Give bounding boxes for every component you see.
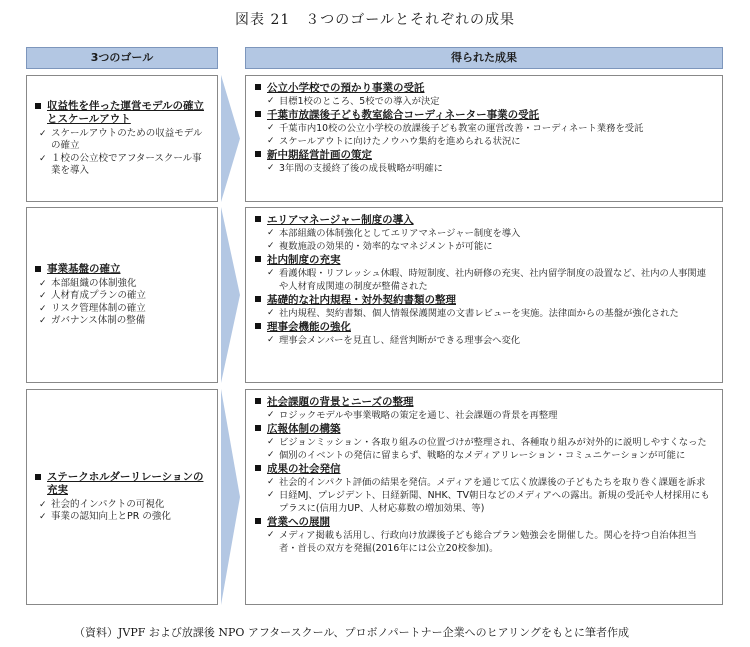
check-icon: ✓ xyxy=(39,316,47,326)
result-section: 営業への展開 ✓ メディア掲載も活用し、行政向け放課後子ども総合プラン勉強会を開催した。関心を持つ自治体担当者・首長の双方を発掘(2016年には公立20校参加)。 xyxy=(255,515,714,555)
square-bullet-icon xyxy=(255,256,261,262)
header-goals: 3つのゴール xyxy=(26,47,218,69)
square-bullet-icon xyxy=(255,323,261,329)
check-icon: ✓ xyxy=(267,228,275,238)
goal-box-1 xyxy=(26,75,218,202)
square-bullet-icon xyxy=(255,425,261,431)
arrow-right-icon xyxy=(221,207,240,383)
goal-item: ✓ 社会的インパクトの可視化 xyxy=(39,498,165,510)
check-icon: ✓ xyxy=(39,499,47,510)
check-icon: ✓ xyxy=(267,136,275,146)
goal-box-3 xyxy=(26,389,218,605)
goal-item: ✓ ガバナンス体制の整備 xyxy=(39,315,146,326)
check-icon: ✓ xyxy=(39,153,47,164)
square-bullet-icon xyxy=(255,151,261,157)
goal-item: ✓ 人材育成プランの確立 xyxy=(39,290,147,301)
goal-item: ✓ リスク管理体制の確立 xyxy=(39,302,146,314)
check-icon: ✓ xyxy=(39,278,47,289)
figure-title: 図表 21 ３つのゴールとそれぞれの成果 xyxy=(235,12,515,28)
goal-item: ✓ 事業の認知向上とPR の強化 xyxy=(39,511,171,522)
goal-title-2: 事業基盤の確立 xyxy=(35,263,211,276)
square-bullet-icon xyxy=(255,216,261,222)
result-section: 社内制度の充実 ✓ 看護休暇・リフレッシュ休暇、時短制度、社内研修の充実、社内留学制度の設置など、社内の人事関連や人材育成関連の制度が整備された xyxy=(255,253,714,293)
check-icon: ✓ xyxy=(39,128,47,139)
result-section: 社会課題の背景とニーズの整理 ✓ ロジックモデルや事業戦略の策定を通じ、社会課題の背景を再整理 xyxy=(255,395,714,422)
check-icon: ✓ xyxy=(39,291,47,301)
goal-title-1: 収益性を伴った運営モデルの確立とスケールアウト xyxy=(35,100,211,126)
check-icon: ✓ xyxy=(267,335,275,345)
square-bullet-icon xyxy=(255,84,261,90)
square-bullet-icon xyxy=(255,465,261,471)
goal-title-3: ステークホルダーリレーションの充実 xyxy=(35,471,211,497)
check-icon: ✓ xyxy=(267,163,275,173)
check-icon: ✓ xyxy=(267,490,275,500)
check-icon: ✓ xyxy=(267,308,275,318)
results-box-2 xyxy=(245,207,723,383)
check-icon: ✓ xyxy=(267,530,275,540)
result-section: 新中期経営計画の策定 ✓ 3年間の支援終了後の成長戦略が明確に xyxy=(255,148,714,175)
square-bullet-icon xyxy=(255,111,261,117)
result-section: エリアマネージャー制度の導入 ✓ 本部組織の体制強化としてエリアマネージャー制度を導入 ✓ 複数施設の効果的・効率的なマネジメントが可能に xyxy=(255,213,714,253)
arrow-right-icon xyxy=(221,75,240,202)
goal-item: ✓ １校の公立校でアフタースクール事業を導入 xyxy=(39,152,202,176)
square-bullet-icon xyxy=(255,398,261,404)
header-results: 得られた成果 xyxy=(245,47,723,69)
result-section: 理事会機能の強化 ✓ 理事会メンバーを見直し、経営判断ができる理事会へ変化 xyxy=(255,320,714,347)
result-section: 基礎的な社内規程・対外契約書類の整理 ✓ 社内規程、契約書類、個人情報保護関連の文書レビューを実施。法律面からの基盤が強化された xyxy=(255,293,714,320)
result-section: 成果の社会発信 ✓ 社会的インパクト評価の結果を発信。メディアを通じて広く放課後の子どもたちを取り巻く課題を訴求 ✓ 日経MJ、プレジデント、日経新聞、NHK、TV朝日などのメディアへの露出。新規の受託や人材採用にもプラスに(信用力UP、人材応募数の増加効果、等) xyxy=(255,462,714,515)
square-bullet-icon xyxy=(255,296,261,302)
check-icon: ✓ xyxy=(267,268,275,278)
goal-box-2 xyxy=(26,207,218,383)
check-icon: ✓ xyxy=(267,241,275,251)
result-section: 広報体制の構築 ✓ ビジョンミッション・各取り組みの位置づけが整理され、各種取り組みが対外的に説明しやすくなった ✓ 個別のイベントの発信に留まらず、戦略的なメディアリレーション・コミュニケーションが可能に xyxy=(255,422,714,462)
check-icon: ✓ xyxy=(267,437,275,447)
result-section: 千葉市放課後子ども教室総合コーディネーター事業の受託 ✓ 千葉市内10校の公立小学校の放課後子ども教室の運営改善・コーディネート業務を受託 ✓ スケールアウトに向けたノウハウ集約を進められる状況に xyxy=(255,108,714,148)
goal-item: ✓ スケールアウトのための収益モデルの確立 xyxy=(39,127,203,151)
check-icon: ✓ xyxy=(267,123,275,133)
check-icon: ✓ xyxy=(267,96,275,106)
results-box-1 xyxy=(245,75,723,202)
check-icon: ✓ xyxy=(267,410,275,420)
results-box-3 xyxy=(245,389,723,605)
arrow-right-icon xyxy=(221,389,240,605)
square-bullet-icon xyxy=(35,266,41,272)
check-icon: ✓ xyxy=(267,477,275,487)
square-bullet-icon xyxy=(35,103,41,109)
goal-item: ✓ 本部組織の体制強化 xyxy=(39,277,137,289)
square-bullet-icon xyxy=(35,474,41,480)
check-icon: ✓ xyxy=(39,303,47,314)
result-section: 公立小学校での預かり事業の受託 ✓ 目標1校のところ、5校での導入が決定 xyxy=(255,81,714,108)
check-icon: ✓ xyxy=(39,512,47,522)
check-icon: ✓ xyxy=(267,450,275,460)
source-note: （資料）JVPF および放課後 NPO アフタースクール、プロボノパートナー企業へのヒアリングをもとに筆者作成 xyxy=(74,626,629,639)
square-bullet-icon xyxy=(255,518,261,524)
